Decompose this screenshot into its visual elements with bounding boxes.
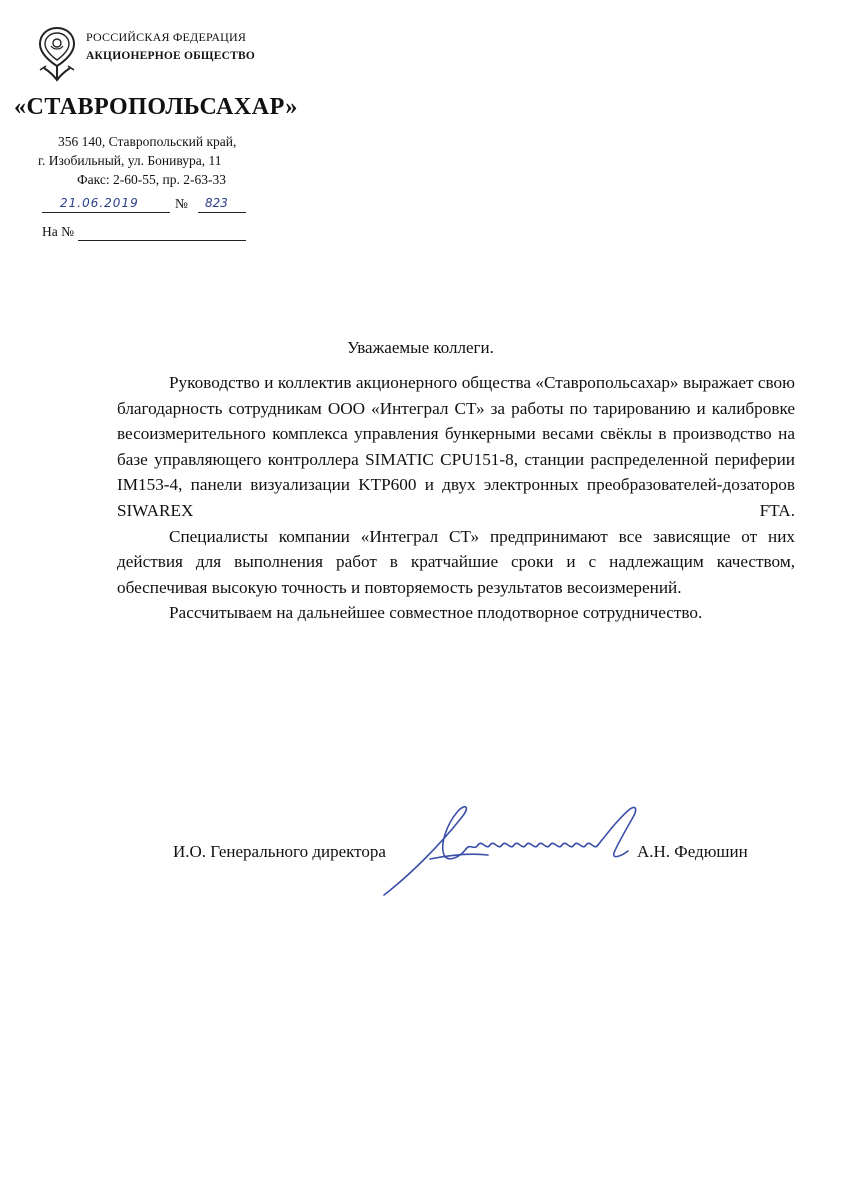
number-label: № [175,196,188,211]
company-name: «СТАВРОПОЛЬСАХАР» [14,94,298,120]
letter-date: 21.06.2019 [60,196,139,210]
address-line-2: г. Изобильный, ул. Бонивура, 11 [38,153,222,168]
handwritten-signature [370,795,670,905]
letterhead-org-type: АКЦИОНЕРНОЕ ОБЩЕСТВО [86,50,255,62]
address-line-3: Факс: 2-60-55, пр. 2-63-33 [77,172,226,187]
reference-row [42,224,252,244]
address-line-1: 356 140, Ставропольский край, [58,134,237,149]
reference-underline [78,240,246,241]
date-underline [42,212,170,213]
company-emblem-icon [36,26,78,84]
outgoing-number-row [42,196,252,216]
signatory-title: И.О. Генерального директора [173,842,386,861]
greeting: Уважаемые коллеги. [347,338,494,357]
number-underline [198,212,246,213]
reference-label: На № [42,224,74,239]
letterhead-country: РОССИЙСКАЯ ФЕДЕРАЦИЯ [86,30,247,44]
paragraph-2: Специалисты компании «Интеграл СТ» предпринимают все зависящие от них действия для выполнения работ в кратчайшие сроки и с надлежащим качеством, обеспечивая высокую точность и повторяемость результатов весоизмерений. [117,526,795,597]
paragraph-1: Руководство и коллектив акционерного общества «Ставропольсахар» выражает свою благодарность сотрудникам ООО «Интеграл СТ» за работы по тарированию и калибровке весоизмерительного комплекса управления бункерными весами свёклы в производство на базе управляющего контроллера SIMATIC CPU151-8, станции распределенной периферии IM153-4, панели визуализации KTP600 и двух электронных преобразователей-дозаторов SIWAREX FTA. [117,373,795,520]
signatory-name: А.Н. Федюшин [637,842,748,861]
letter-body [117,370,795,626]
paragraph-3: Рассчитываем на дальнейшее совместное плодотворное сотрудничество. [169,603,703,623]
letter-number: 823 [205,196,228,210]
